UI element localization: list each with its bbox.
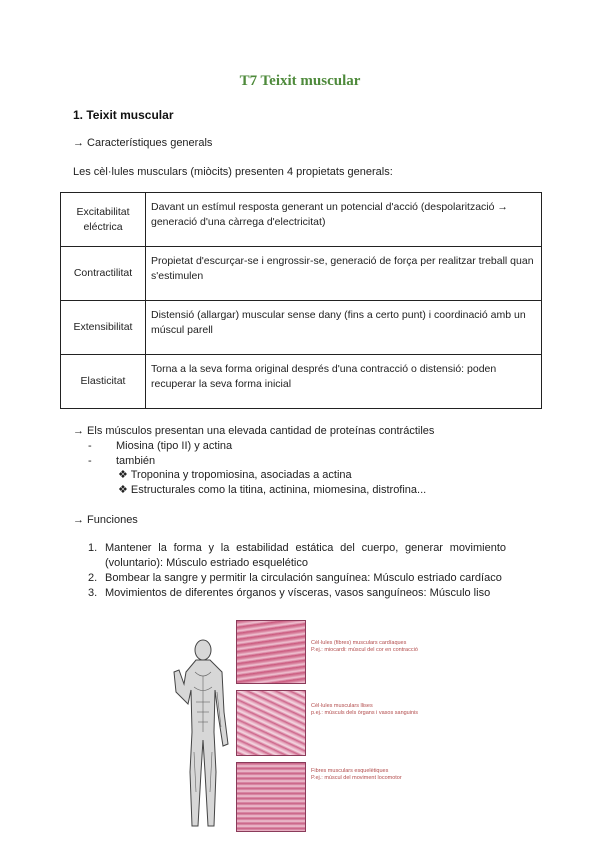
table-row [61,193,542,247]
cardiac-label: Cèl·lules (fibres) musculars cardíaques P.ej.: miocardi: múscul del cor en contracció [311,640,418,653]
list-item: ❖ Troponina y tropomiosina, asociadas a actina [118,469,352,481]
property-desc: Torna a la seva forma original després d'una contracció o distensió: poden recuperar la seva forma inicial [146,355,542,409]
diamond-bullet-icon: ❖ [118,469,131,481]
diamond-bullet-icon: ❖ [118,484,131,496]
list-item: ❖ Estructurales como la titina, actinina, miomesina, distrofina... [118,484,427,496]
property-name: Excitabilitat eléctrica [61,193,146,247]
intro-line: Les cèl·lules musculars (miòcits) presenten 4 propietats generals: [73,166,393,178]
section-heading: 1. Teixit muscular [73,108,174,122]
property-name: Extensibilitat [61,301,146,355]
property-desc: Propietat d'escurçar-se i engrossir-se, generació de força per realitzar treball quan s'estimulen [146,247,542,301]
list-item: - Miosina (tipo II) y actina [88,440,233,452]
muscle-figure [170,618,435,836]
property-name: Elasticitat [61,355,146,409]
human-muscle-illustration [170,632,232,832]
list-item: 1. Mantener la forma y la estabilidad estática del cuerpo, generar movimiento (voluntario): Músculo estriado esquelético [88,542,506,569]
list-item: - también [88,455,156,467]
table-row [61,355,542,409]
list-item: 2. Bombear la sangre y permitir la circulación sanguínea: Músculo estriado cardíaco [88,572,502,584]
skeletal-label: Fibres musculars esquelètiques P.ej.: múscul del moviment locomotor [311,768,402,781]
cardiac-tissue-image [236,620,306,684]
funciones-heading: → Funciones [73,514,138,526]
skeletal-tissue-image [236,762,306,832]
table-row [61,301,542,355]
list-item: 3. Movimientos de diferentes órganos y vísceras, vasos sanguíneos: Músculo liso [88,587,491,599]
page-title: T7 Teixit muscular [239,73,361,89]
proteins-heading: → Els músculos presentan una elevada cantidad de proteínas contráctiles [73,425,435,437]
table-row [61,247,542,301]
proteins-list [88,439,232,469]
funciones-list [88,541,506,601]
property-name: Contractilitat [61,247,146,301]
smooth-label: Cèl·lules musculars llises p.ej.: músculs dels òrgans i vasos sanguinis [311,703,418,716]
property-desc: Davant un estímul resposta generant un potencial d'acció (despolarització → generació d'una càrrega d'electricitat) [146,193,542,247]
property-desc: Distensió (allargar) muscular sense dany (fins a certo punt) i coordinació amb un múscul parell [146,301,542,355]
properties-table [60,192,542,409]
smooth-tissue-image [236,690,306,756]
caracteristiques-heading: → Característiques generals [73,137,213,149]
